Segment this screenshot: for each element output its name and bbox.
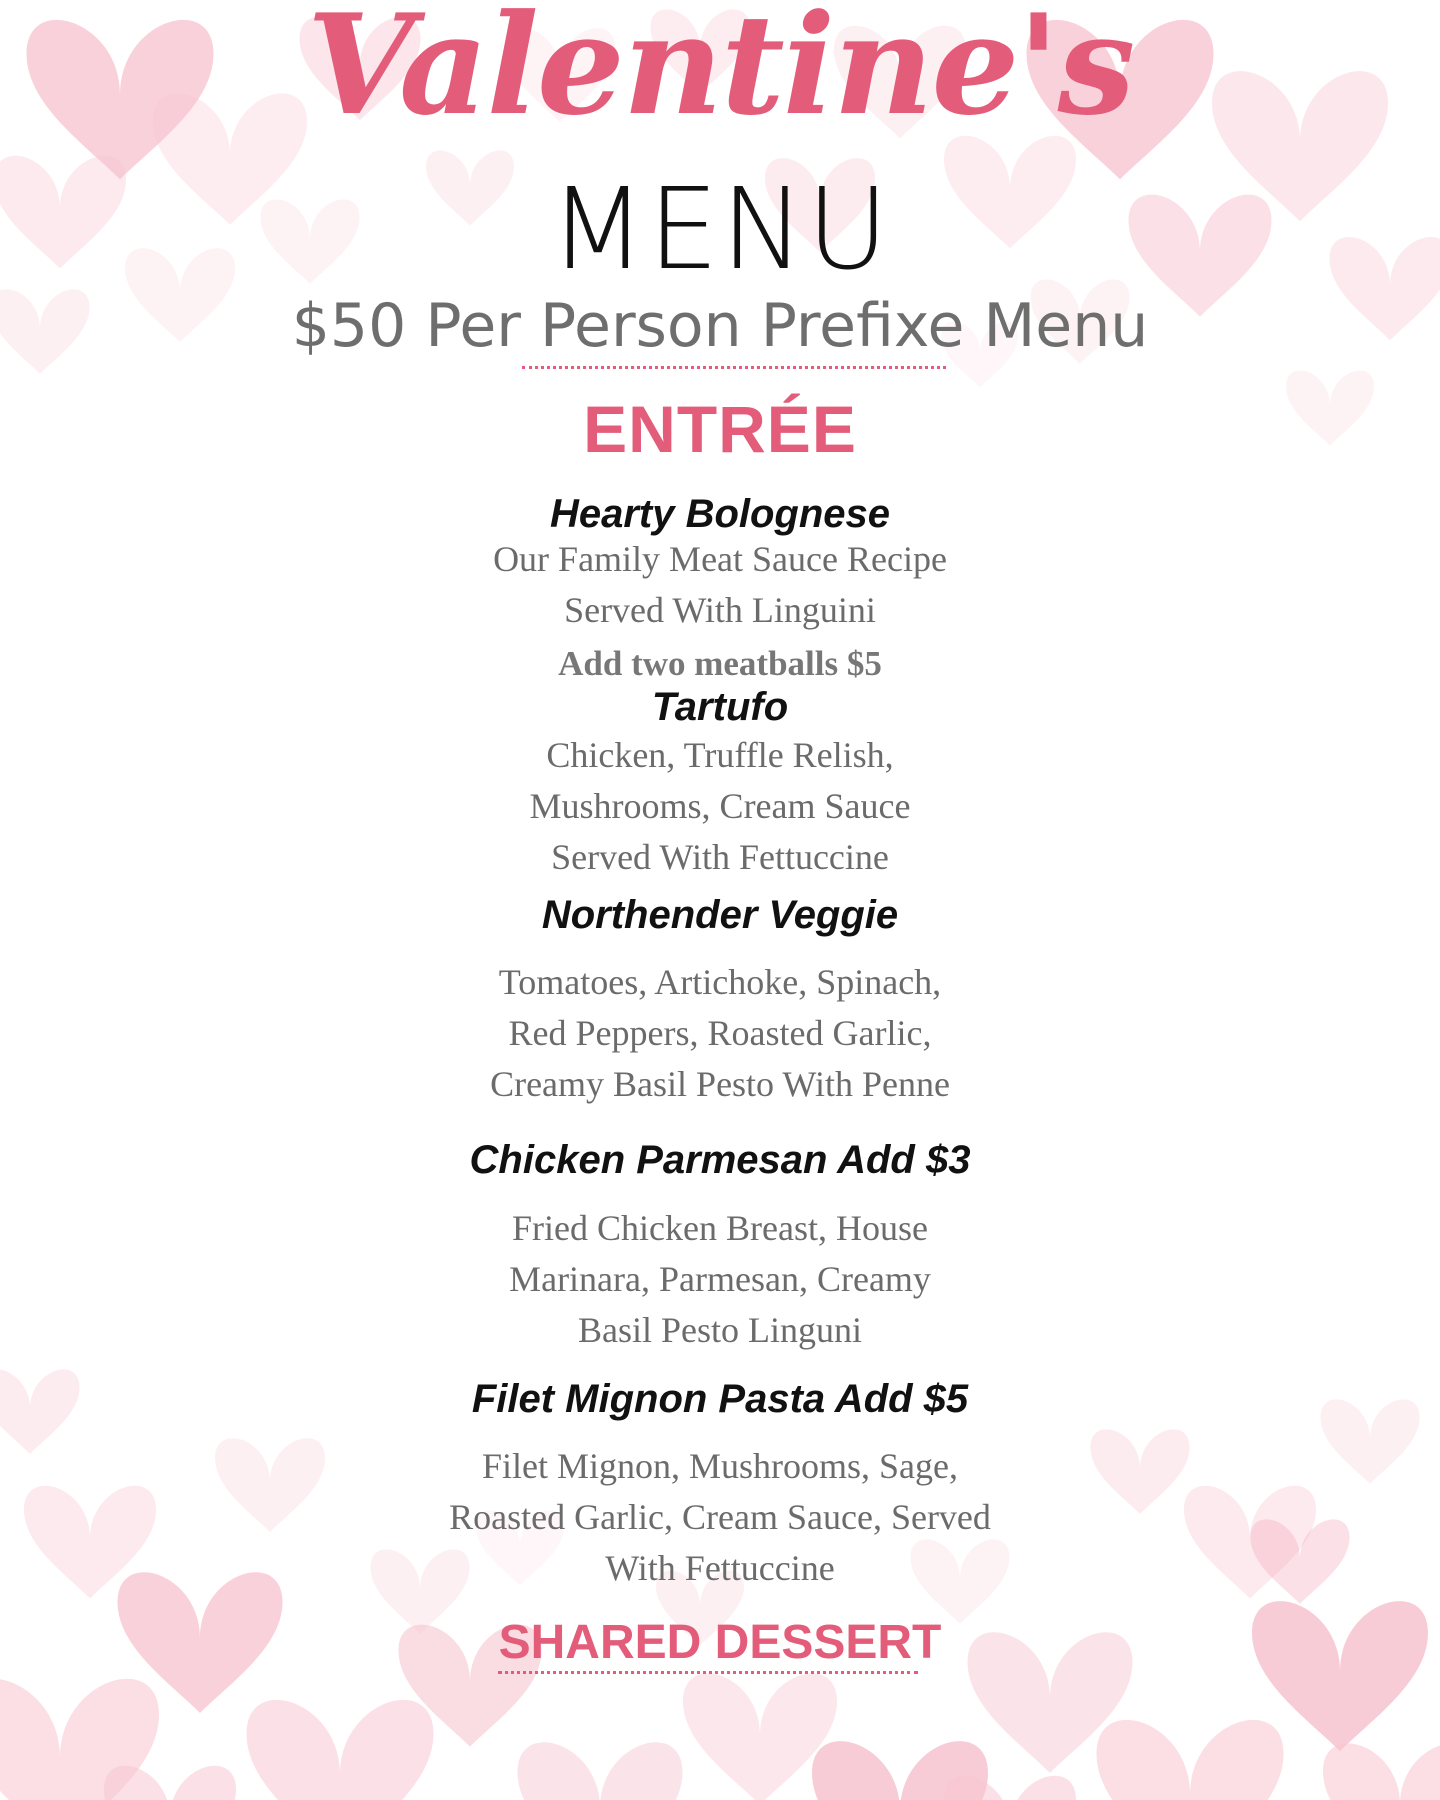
dish-description: Roasted Garlic, Cream Sauce, Served bbox=[449, 1497, 991, 1537]
dish-description: Our Family Meat Sauce Recipe bbox=[493, 539, 947, 579]
dish-name: Filet Mignon Pasta Add $5 bbox=[471, 1377, 969, 1421]
price-line-divider bbox=[522, 366, 946, 369]
menu-subtitle: MENU bbox=[549, 165, 891, 295]
dessert-divider bbox=[498, 1671, 918, 1674]
entree-heading: ENTRÉE bbox=[583, 392, 857, 466]
dish-name: Hearty Bolognese bbox=[549, 492, 891, 536]
dish-description: Red Peppers, Roasted Garlic, bbox=[508, 1013, 932, 1053]
menu-title: Valentine's bbox=[306, 0, 1134, 146]
dessert-heading: SHARED DESSERT bbox=[498, 1616, 942, 1669]
dish-name: Chicken Parmesan Add $3 bbox=[469, 1138, 971, 1182]
dish-name: Northender Veggie bbox=[541, 893, 899, 937]
dish-description: Basil Pesto Linguni bbox=[577, 1310, 862, 1350]
price-line: $50 Per Person Prefixe Menu bbox=[291, 291, 1149, 361]
dish-description: Creamy Basil Pesto With Penne bbox=[490, 1064, 950, 1104]
dish-description: Served With Fettuccine bbox=[551, 837, 889, 877]
dish-description: Mushrooms, Cream Sauce bbox=[529, 786, 911, 826]
dish-description: Filet Mignon, Mushrooms, Sage, bbox=[481, 1446, 958, 1486]
dish-name: Tartufo bbox=[651, 685, 789, 729]
dish-description: Tomatoes, Artichoke, Spinach, bbox=[498, 962, 942, 1002]
dish-addon: Add two meatballs $5 bbox=[558, 644, 882, 683]
dish-description: Chicken, Truffle Relish, bbox=[546, 735, 894, 775]
dish-description: Fried Chicken Breast, House bbox=[512, 1208, 928, 1248]
dish-description: Marinara, Parmesan, Creamy bbox=[509, 1259, 931, 1299]
dish-description: With Fettuccine bbox=[605, 1548, 835, 1588]
dish-description: Served With Linguini bbox=[564, 590, 876, 630]
